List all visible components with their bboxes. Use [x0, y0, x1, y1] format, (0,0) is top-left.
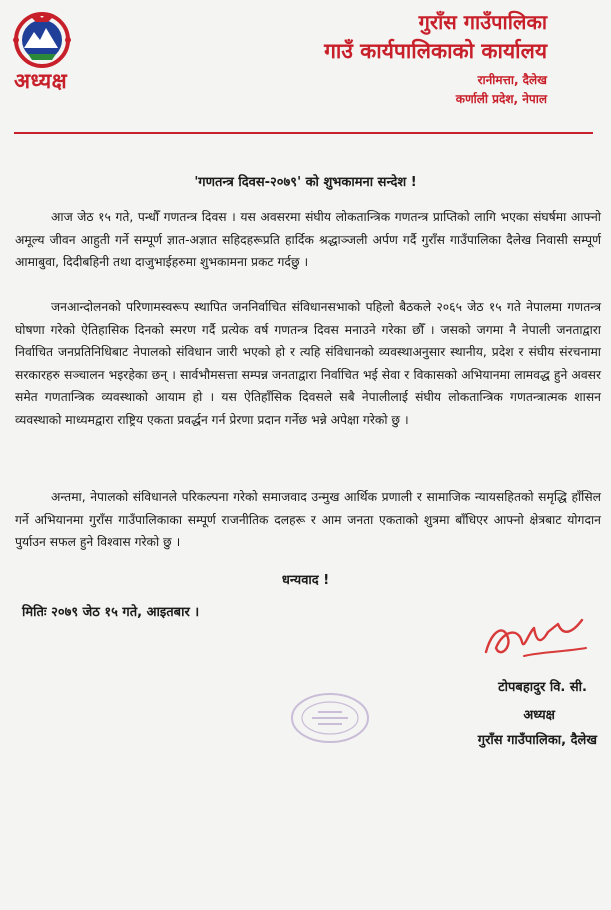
- stamp-icon: [288, 688, 372, 746]
- office-location: रानीमत्ता, दैलेख: [477, 73, 547, 87]
- province-name: कर्णाली प्रदेश, नेपाल: [455, 92, 547, 106]
- paragraph-3: अन्तमा, नेपालको संविधानले परिकल्पना गरेको समाजवाद उन्मुख आर्थिक प्रणाली र सामाजिक न्यायसहितको समृद्धि हाँसिल गर्ने अभियानमा गुराँस गाउँपालिकाका सम्पूर्ण राजनीतिक दलहरू र आम जनता एकताको शुत्रमा बाँधिएर आफ्नो क्षेत्रबाट योगदान पुर्याउन सफल हुने विश्वास गरेको छु ।: [15, 490, 601, 549]
- signature-icon: [478, 612, 593, 670]
- closing-text: धन्यवाद !: [281, 573, 330, 588]
- signatory-role: अध्यक्ष: [523, 708, 555, 723]
- letter-title: 'गणतन्त्र दिवस-२०७९' को शुभकामना सन्देश !: [194, 175, 417, 190]
- signatory-name: टोपबहादुर वि. सी.: [498, 680, 587, 695]
- paragraph-1: आज जेठ १५ गते, पन्धौँ गणतन्त्र दिवस । यस अवसरमा संघीय लोकतान्त्रिक गणतन्त्र प्राप्तिको लागि भएका संघर्षमा आफ्नो अमूल्य जीवन आहुती गर्ने सम्पूर्ण ज्ञात-अज्ञात सहिदहरूप्रति हार्दिक श्रद्धाञ्जली अर्पण गर्दै गुराँस गाउँपालिका दैलेख निवासी सम्पूर्ण आमाबुवा, दिदीबहिनी तथा दाजुभाईहरुमा शुभकामना प्रकट गर्दछु ।: [15, 210, 601, 269]
- letter-date: मितिः २०७९ जेठ १५ गते, आइतबार ।: [22, 605, 200, 620]
- letterhead-divider: [14, 132, 593, 134]
- nepal-emblem-icon: [10, 10, 74, 68]
- municipality-name: गुराँस गाउँपालिका: [418, 10, 547, 34]
- letterhead-role: अध्यक्ष: [14, 69, 68, 93]
- office-name: गाउँ कार्यपालिकाको कार्यालय: [324, 39, 547, 63]
- signatory-office: गुराँस गाउँपालिका, दैलेख: [477, 733, 597, 748]
- letterhead-right: [324, 8, 547, 107]
- paragraph-2: जनआन्दोलनको परिणामस्वरूप स्थापित जननिर्वाचित संविधानसभाको पहिलो बैठकले २०६५ जेठ १५ गते नेपालमा गणतन्त्र घोषणा गरेको ऐतिहासिक दिनको स्मरण गर्दै प्रत्येक वर्ष गणतन्त्र दिवस मनाउने गरेका छौँ । जसको जगमा नै नेपाली जनताद्वारा निर्वाचित जनप्रतिनिधिबाट नेपालको संविधान जारी भएको हो र त्यहि संविधानको व्यवस्थाअनुसार स्थानीय, प्रदेश र संघीय संरचनामा सरकारहरु सञ्चालन भइरहेका छन् । सार्वभौमसत्ता सम्पन्न जनताद्वारा निर्वाचित भई सेवा र विकासको अभियानमा लामवद्ध हुने अवसर समेत गणतान्त्रिक व्यवस्थाको आयाम हो । यस ऐतिहाँसिक दिवसले सबै नेपालीलाई संघीय लोकतान्त्रिक गणतन्त्रात्मक शासन व्यवस्थाको माध्यमद्वारा राष्ट्रिय एकता प्रवर्द्धन गर्न प्रेरणा प्रदान गर्नेछ भन्ने अपेक्षा गरेको छु ।: [15, 300, 601, 427]
